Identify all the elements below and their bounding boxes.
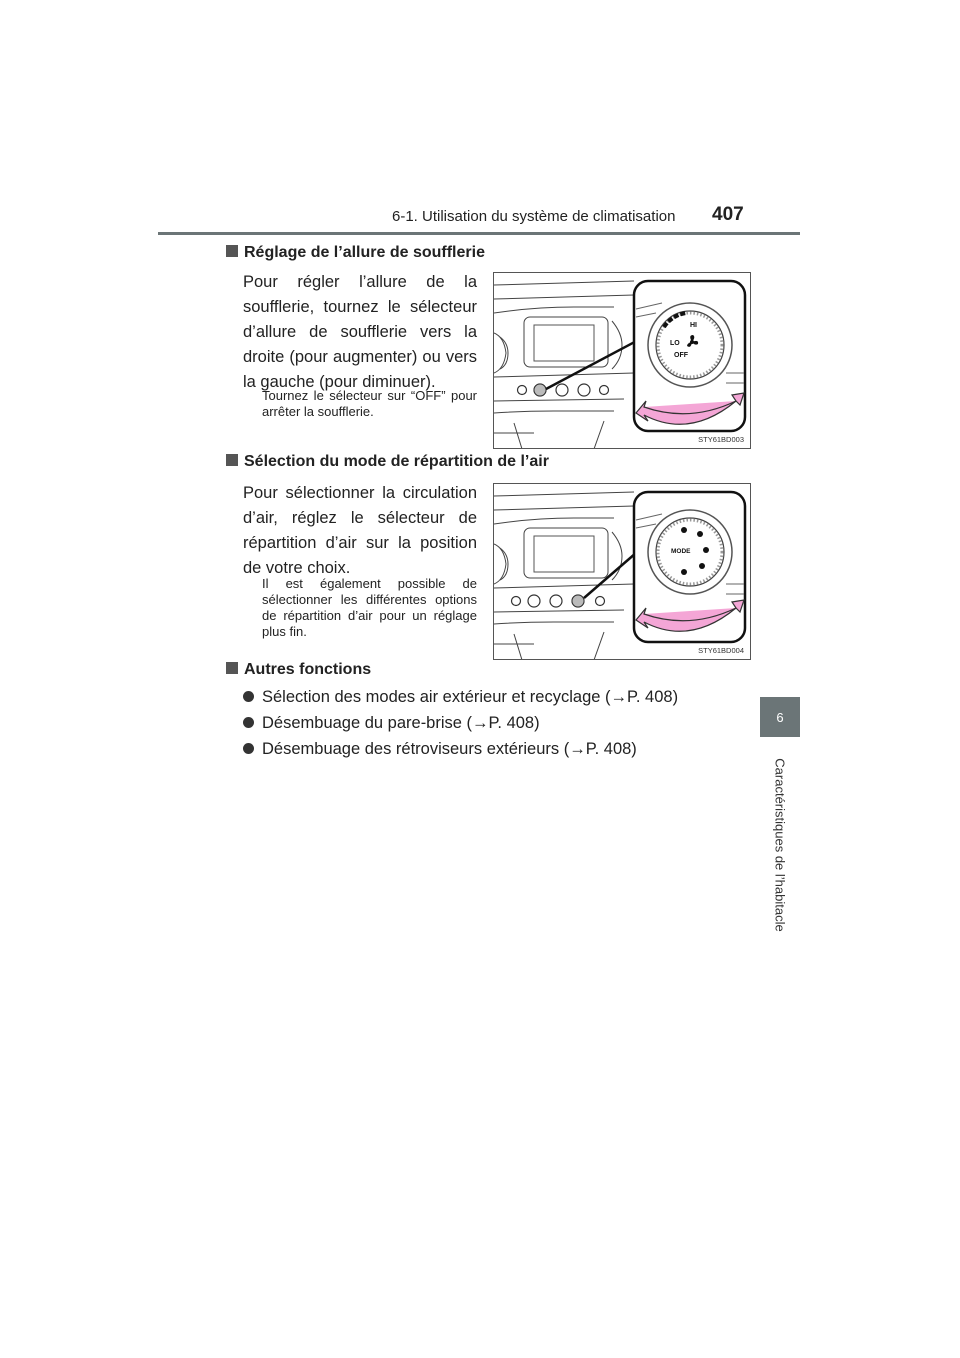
bullet-dot-icon — [243, 691, 254, 702]
chapter-title: Caractéristiques de l’habitacle — [772, 758, 788, 932]
air-distribution-note: Il est également possible de sélectionner les différentes options de répartition d’air pour un réglage plus fin. — [262, 576, 477, 639]
dashboard-fan-dial-drawing — [494, 273, 751, 449]
fan-speed-illustration — [493, 272, 751, 449]
bullet-dot-icon — [243, 743, 254, 754]
square-bullet-icon — [226, 454, 238, 466]
section-heading-air-distribution — [226, 453, 549, 471]
chapter-tab — [760, 697, 800, 737]
list-item — [243, 710, 678, 736]
square-bullet-icon — [226, 245, 238, 257]
heading-text: Sélection du mode de répartition de l’air — [244, 453, 549, 470]
figure-code: STY61BD003 — [698, 435, 744, 444]
list-item-text: Désembuage des rétroviseurs extérieurs (→P. 408) — [262, 740, 637, 758]
list-item-text: Sélection des modes air extérieur et recyclage (→P. 408) — [262, 688, 679, 706]
running-header-title: 6-1. Utilisation du système de climatisation — [392, 208, 676, 225]
dial-label-mode: MODE — [671, 548, 691, 555]
page-number: 407 — [712, 204, 744, 225]
chapter-title-vertical — [765, 747, 795, 943]
section-heading-fan-speed — [226, 244, 485, 262]
bullet-dot-icon — [243, 717, 254, 728]
list-item-text: Désembuage du pare-brise (→P. 408) — [262, 714, 540, 732]
fan-speed-note: Tournez le sélecteur sur “OFF” pour arrêter la soufflerie. — [262, 388, 477, 419]
list-item — [243, 736, 678, 762]
header-divider — [158, 232, 800, 235]
chapter-number: 6 — [776, 709, 784, 725]
dial-label-off: OFF — [674, 352, 688, 359]
list-item — [243, 684, 678, 710]
figure-code: STY61BD004 — [698, 646, 744, 655]
fan-speed-body: Pour régler l’allure de la soufflerie, tournez le sélecteur d’allure de soufflerie vers la droite (pour augmenter) ou vers la gauche (pour diminuer). — [243, 273, 477, 391]
other-functions-list — [243, 684, 678, 762]
heading-text: Autres fonctions — [244, 661, 372, 678]
air-distribution-illustration — [493, 483, 751, 660]
section-heading-other-functions — [226, 661, 371, 679]
dial-label-hi: HI — [690, 322, 697, 329]
air-distribution-body: Pour sélectionner la circulation d’air, réglez le sélecteur de répartition d’air sur la position de votre choix. — [243, 484, 477, 577]
dashboard-mode-dial-drawing — [494, 484, 751, 660]
heading-text: Réglage de l’allure de soufflerie — [244, 244, 485, 261]
dial-label-lo: LO — [670, 340, 680, 347]
square-bullet-icon — [226, 662, 238, 674]
